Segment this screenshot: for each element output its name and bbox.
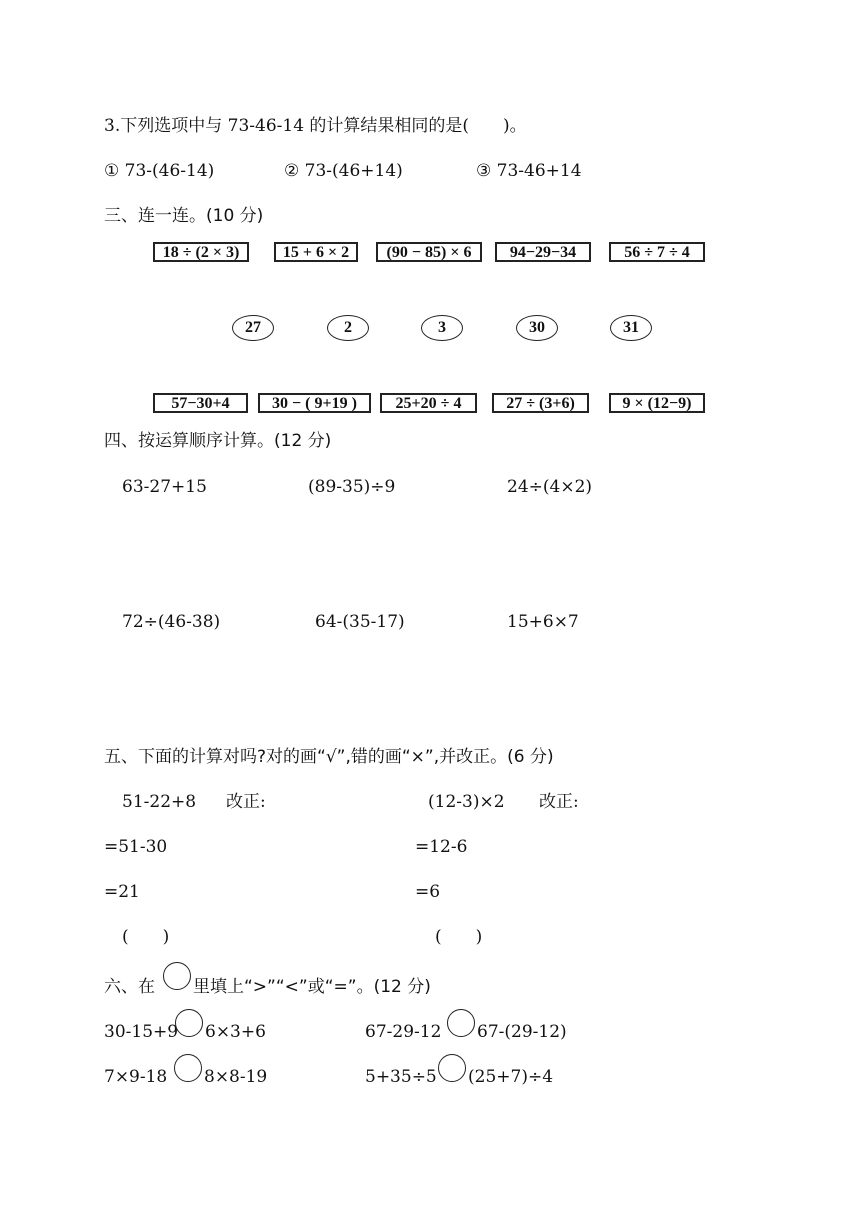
- section-5-title: 五、下面的计算对吗?对的画“√”,错的画“×”,并改正。(6 分): [104, 747, 554, 767]
- check-left-step1: =51-30: [104, 837, 168, 857]
- compare-1-circle[interactable]: [175, 1009, 203, 1037]
- title-circle-icon: [163, 962, 191, 990]
- check-right-expr: (12-3)×2: [428, 792, 505, 812]
- match-bottom-box-3[interactable]: 25+20 ÷ 4: [380, 393, 477, 413]
- match-top-box-2[interactable]: 15 + 6 × 2: [274, 242, 358, 262]
- compare-2-circle[interactable]: [447, 1009, 475, 1037]
- compare-3-circle[interactable]: [174, 1054, 202, 1082]
- calc-1-3: 24÷(4×2): [507, 477, 593, 497]
- check-left-expr: 51-22+8: [122, 792, 197, 812]
- compare-1-left: 30-15+9: [104, 1022, 179, 1042]
- compare-2-right: 67-(29-12): [477, 1022, 567, 1042]
- question-3-stem: 3.下列选项中与 73-46-14 的计算结果相同的是( )。: [104, 116, 527, 136]
- calc-2-1: 72÷(46-38): [122, 612, 221, 632]
- match-oval-4[interactable]: 30: [516, 315, 558, 341]
- calc-2-3: 15+6×7: [507, 612, 579, 632]
- q3-option-1: ① 73-(46-14): [104, 161, 215, 181]
- compare-3-left: 7×9-18: [104, 1067, 168, 1087]
- match-top-box-5[interactable]: 56 ÷ 7 ÷ 4: [609, 242, 705, 262]
- calc-1-2: (89-35)÷9: [308, 477, 396, 497]
- match-oval-5[interactable]: 31: [610, 315, 652, 341]
- compare-3-right: 8×8-19: [204, 1067, 268, 1087]
- match-oval-1[interactable]: 27: [232, 315, 274, 341]
- section-6-title-start: 六、在: [104, 977, 155, 997]
- compare-4-left: 5+35÷5: [365, 1067, 437, 1087]
- match-bottom-box-5[interactable]: 9 × (12−9): [609, 393, 705, 413]
- match-bottom-box-2[interactable]: 30 − ( 9+19 ): [258, 393, 371, 413]
- calc-1-1: 63-27+15: [122, 477, 207, 497]
- check-left-fix-label: 改正:: [226, 792, 266, 812]
- check-right-answer-paren[interactable]: ( ): [435, 927, 483, 947]
- match-top-box-4[interactable]: 94−29−34: [495, 242, 591, 262]
- match-top-box-1[interactable]: 18 ÷ (2 × 3): [153, 242, 249, 262]
- match-oval-2[interactable]: 2: [327, 315, 369, 341]
- match-bottom-box-4[interactable]: 27 ÷ (3+6): [492, 393, 589, 413]
- match-bottom-box-1[interactable]: 57−30+4: [153, 393, 248, 413]
- compare-2-left: 67-29-12: [365, 1022, 442, 1042]
- check-left-answer-paren[interactable]: ( ): [122, 927, 170, 947]
- section-4-title: 四、按运算顺序计算。(12 分): [104, 431, 332, 451]
- compare-4-right: (25+7)÷4: [468, 1067, 554, 1087]
- section-6-title-end: 里填上“>”“<”或“=”。(12 分): [193, 977, 431, 997]
- check-left-step2: =21: [104, 882, 140, 902]
- check-right-step1: =12-6: [415, 837, 468, 857]
- match-top-box-3[interactable]: (90 − 85) × 6: [376, 242, 482, 262]
- check-right-fix-label: 改正:: [539, 792, 579, 812]
- calc-2-2: 64-(35-17): [315, 612, 405, 632]
- q3-option-3: ③ 73-46+14: [476, 161, 582, 181]
- q3-option-2: ② 73-(46+14): [284, 161, 403, 181]
- compare-4-circle[interactable]: [438, 1054, 466, 1082]
- compare-1-right: 6×3+6: [205, 1022, 266, 1042]
- match-oval-3[interactable]: 3: [421, 315, 463, 341]
- section-3-title: 三、连一连。(10 分): [104, 206, 264, 226]
- check-right-step2: =6: [415, 882, 441, 902]
